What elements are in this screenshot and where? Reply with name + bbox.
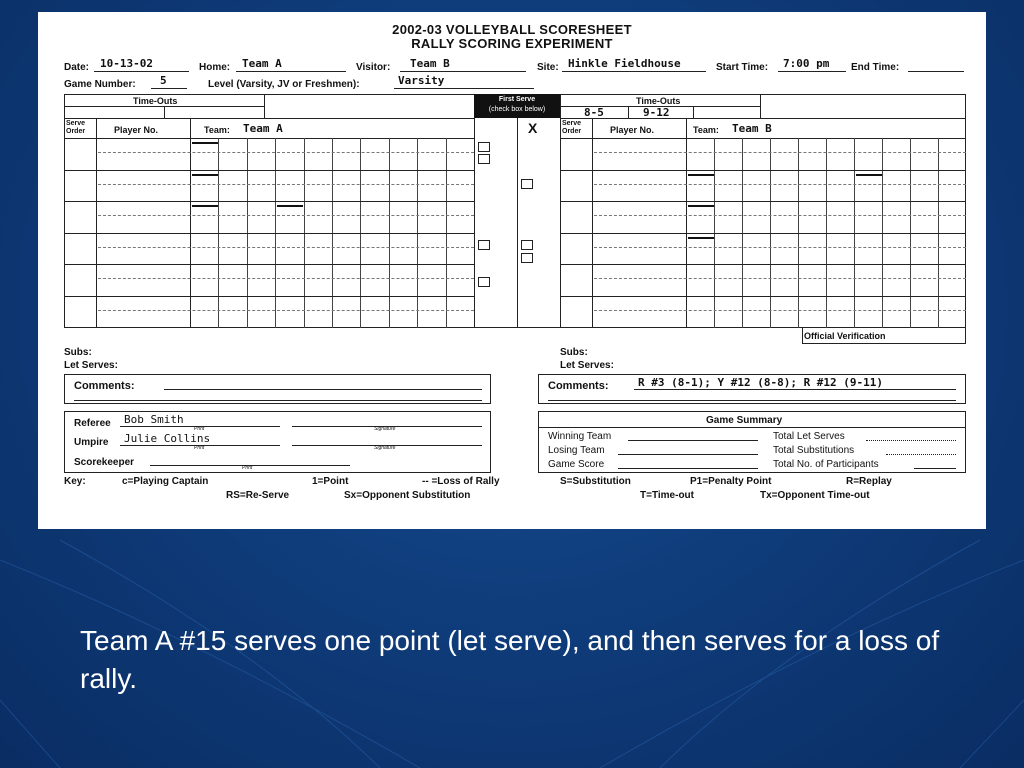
grid-line [517,118,518,328]
right-team-label: Team: [693,125,719,135]
score-entry [192,174,218,176]
game-summary-title: Game Summary [706,415,783,426]
right-comments-label: Comments: [548,380,609,392]
visitor-label: Visitor: [356,62,391,73]
left-let-serves-label: Let Serves: [64,360,118,371]
winning-team-line [628,440,758,441]
total-participants-label: Total No. of Participants [773,459,879,470]
key-substitution: S=Substitution [560,476,631,487]
left-team-value: Team A [243,122,283,135]
volleyball-scoresheet [38,12,986,529]
left-player-no-label: Player No. [114,125,159,135]
total-substitutions-label: Total Substitutions [773,445,855,456]
dashed-line [98,184,474,185]
dashed-line [98,215,474,216]
start-time-label: Start Time: [716,62,769,73]
referee-name: Bob Smith [124,413,184,426]
score-entry [277,205,303,207]
grid-line [560,201,966,202]
grid-line [560,106,760,107]
site-value: Hinkle Fieldhouse [568,57,681,70]
referee-label: Referee [74,418,111,429]
grid-line [560,170,966,171]
grid-line [560,138,966,139]
first-serve-point [478,154,490,164]
first-serve-point [521,179,533,189]
grid-line [560,264,966,265]
grid-line [64,296,474,297]
key-opponent-substitution: Sx=Opponent Substitution [344,490,471,501]
left-comments-label: Comments: [74,380,135,392]
right-player-no-label: Player No. [610,125,655,135]
home-label: Home: [199,62,231,73]
right-score-1: 8-5 [584,106,604,119]
grid-line [64,233,474,234]
right-timeouts-label: Time-Outs [636,96,681,106]
dashed-line [98,278,474,279]
grid-line [560,118,966,119]
home-value: Team A [242,57,282,70]
level-label: Level (Varsity, JV or Freshmen): [208,79,360,90]
end-time-line [908,58,964,72]
grid-line [64,118,474,119]
score-entry [856,174,882,176]
referee-print-label: Print [194,426,205,432]
dashed-line [98,247,474,248]
first-serve-point [521,240,533,250]
key-point: 1=Point [312,476,349,487]
game-score-line [618,468,758,469]
game-score-label: Game Score [548,459,605,470]
right-subs-label: Subs: [560,347,588,358]
left-subs-label: Subs: [64,347,92,358]
start-time-value: 7:00 pm [783,57,830,70]
date-label: Date: [64,62,90,73]
grid-line [693,106,694,118]
score-entry [688,205,714,207]
score-entry [688,174,714,176]
first-serve-point [478,277,490,287]
first-serve-label: First Serve [498,96,536,103]
level-value: Varsity [398,74,445,87]
key-replay: R=Replay [846,476,892,487]
left-serve-order-label: Serve Order [66,120,86,135]
umpire-print-label: Print [194,445,205,451]
grid-line [64,264,474,265]
grid-line [264,94,265,118]
grid-line [474,94,475,328]
first-serve-point [521,253,533,263]
comment-line [164,389,482,390]
right-serve-order-label: Serve Order [562,120,582,135]
umpire-label: Umpire [74,437,109,448]
slide-caption: Team A #15 serves one point (let serve), and then serves for a loss of rally. [80,625,940,694]
grid-line [560,94,561,328]
grid-line [64,201,474,202]
game-number-line [151,75,187,89]
dashed-line [594,247,966,248]
official-verification-label: Official Verification [804,331,886,341]
key-label: Key: [64,476,86,487]
sheet-title: 2002-03 VOLLEYBALL SCORESHEET [392,22,632,37]
comment-line [548,400,956,401]
total-let-serves-label: Total Let Serves [773,431,845,442]
first-serve-point [478,240,490,250]
dashed-line [594,215,966,216]
dashed-line [98,152,474,153]
dashed-line [594,278,966,279]
site-label: Site: [537,62,559,73]
grid-line [628,106,629,118]
first-serve-point [478,142,490,152]
dashed-line [594,184,966,185]
grid-line [760,94,761,118]
scorekeeper-label: Scorekeeper [74,457,135,468]
key-re-serve: RS=Re-Serve [226,490,290,501]
right-score-2: 9-12 [643,106,670,119]
right-team-value: Team B [732,122,772,135]
grid-line [64,138,474,139]
umpire-signature-label: Signature [374,445,396,451]
total-substitutions-line [886,454,956,455]
dashed-line [594,152,966,153]
key-time-out: T=Time-out [640,490,694,501]
sheet-subtitle: RALLY SCORING EXPERIMENT [411,36,613,51]
comment-line [74,400,482,401]
dashed-line [594,310,966,311]
grid-line [64,170,474,171]
key-loss-of-rally: -- =Loss of Rally [422,476,500,487]
grid-line [164,106,165,118]
comment-line [634,389,956,390]
winning-team-label: Winning Team [548,431,612,442]
game-number-value: 5 [160,74,167,87]
umpire-name: Julie Collins [124,432,211,445]
score-entry [192,142,218,144]
right-let-serves-label: Let Serves: [560,360,614,371]
first-serve-sublabel: (check box below) [488,106,546,113]
total-let-serves-line [866,440,956,441]
dashed-line [98,310,474,311]
key-penalty-point: P1=Penalty Point [690,476,772,487]
game-number-label: Game Number: [64,79,136,90]
total-participants-line [914,468,956,469]
date-value: 10-13-02 [100,57,153,70]
referee-signature-label: Signature [374,426,396,432]
visitor-value: Team B [410,57,450,70]
left-team-label: Team: [204,125,230,135]
grid-line [560,296,966,297]
key-opponent-time-out: Tx=Opponent Time-out [760,490,870,501]
score-entry [192,205,218,207]
score-grid [64,94,966,328]
score-entry [688,237,714,239]
first-serve-mark: X [528,120,538,136]
losing-team-label: Losing Team [548,445,605,456]
scorekeeper-print-label: Print [242,465,253,471]
losing-team-line [618,454,758,455]
left-timeouts-label: Time-Outs [133,96,178,106]
grid-line [560,233,966,234]
key-captain: c=Playing Captain [122,476,209,487]
end-time-label: End Time: [851,62,900,73]
right-comments-text: R #3 (8-1); Y #12 (8-8); R #12 (9-11) [638,376,884,389]
grid-line [538,427,966,428]
